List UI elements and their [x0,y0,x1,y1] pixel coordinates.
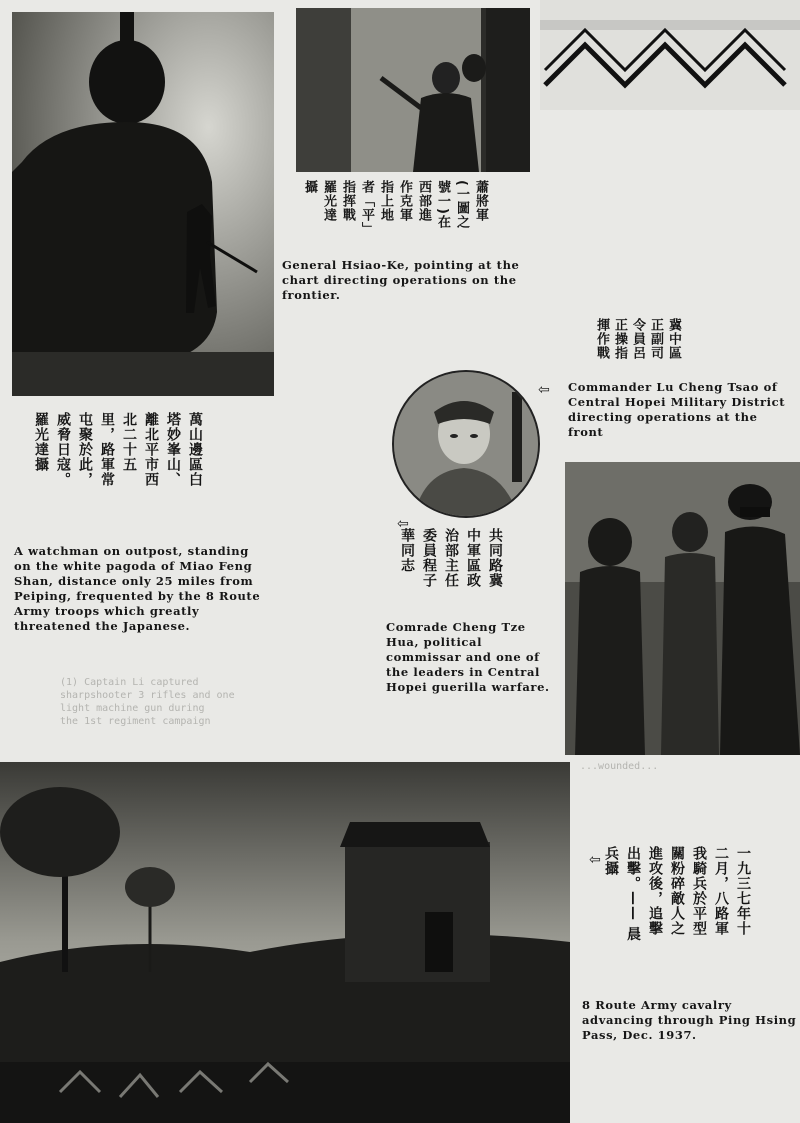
masthead-zigzag-graphic [540,0,800,110]
cheng-tze-hua-chinese-caption: 共同路冀中軍區政治部主任委員程子華同志 [399,528,503,588]
pagoda-watchman-photo [12,12,274,396]
faded-bleedthrough-text: (1) Captain Li captured sharpshooter 3 rifles and one light machine gun during the 1st regiment campaign [60,677,235,727]
cheng-tze-hua-portrait [392,370,540,518]
pointer-arrow-icon: ⇦ [589,852,601,868]
hsiao-ke-english-caption: General Hsiao-Ke, pointing at the chart directing operations on the frontier. [282,258,520,302]
miao-feng-shan-chinese-caption: 萬山邊區白塔妙峯山、離北平市西北二十五里，路軍常屯聚於此，威脅日寇。羅光達攝 [33,412,203,487]
pointer-arrow-icon: ⇦ [397,516,409,532]
faded-bleedthrough-text: ...wounded... [580,761,659,772]
masthead [540,0,800,110]
lu-cheng-tsao-photo [565,462,800,755]
cavalry-chinese-caption: 一九三七年十二月，八路軍我騎兵於平型關粉碎敵人之進攻後，追擊出擊。—— 晨兵攝 [603,846,751,942]
cheng-tze-hua-english-caption: Comrade Cheng Tze Hua, political commissar and one of the leaders in Central Hopei guerilla warfare. [386,620,550,694]
lu-cheng-tsao-chinese-caption: 冀中區正副司令員呂正操指揮作戰 [594,318,681,360]
hsiao-ke-chinese-caption: 蕭將軍(一圖之號一)在西部進作克軍指上地者「平」指挥戰羅光達攝 [302,180,488,230]
lu-cheng-tsao-english-caption: Commander Lu Cheng Tsao of Central Hopei Military District directing operations at the front [568,380,786,439]
miao-feng-shan-english-caption: A watchman on outpost, standing on the white pagoda of Miao Feng Shan, distance only 25 miles from Peiping, frequented by the 8 Route Army troops which greatly threatened the Japanese. [14,544,261,633]
cavalry-english-caption: 8 Route Army cavalry advancing through Ping Hsing Pass, Dec. 1937. [582,998,797,1042]
general-hsiao-ke-photo [296,8,530,172]
cavalry-ping-hsing-pass-photo [0,762,570,1123]
pointer-arrow-icon: ⇦ [538,382,550,398]
